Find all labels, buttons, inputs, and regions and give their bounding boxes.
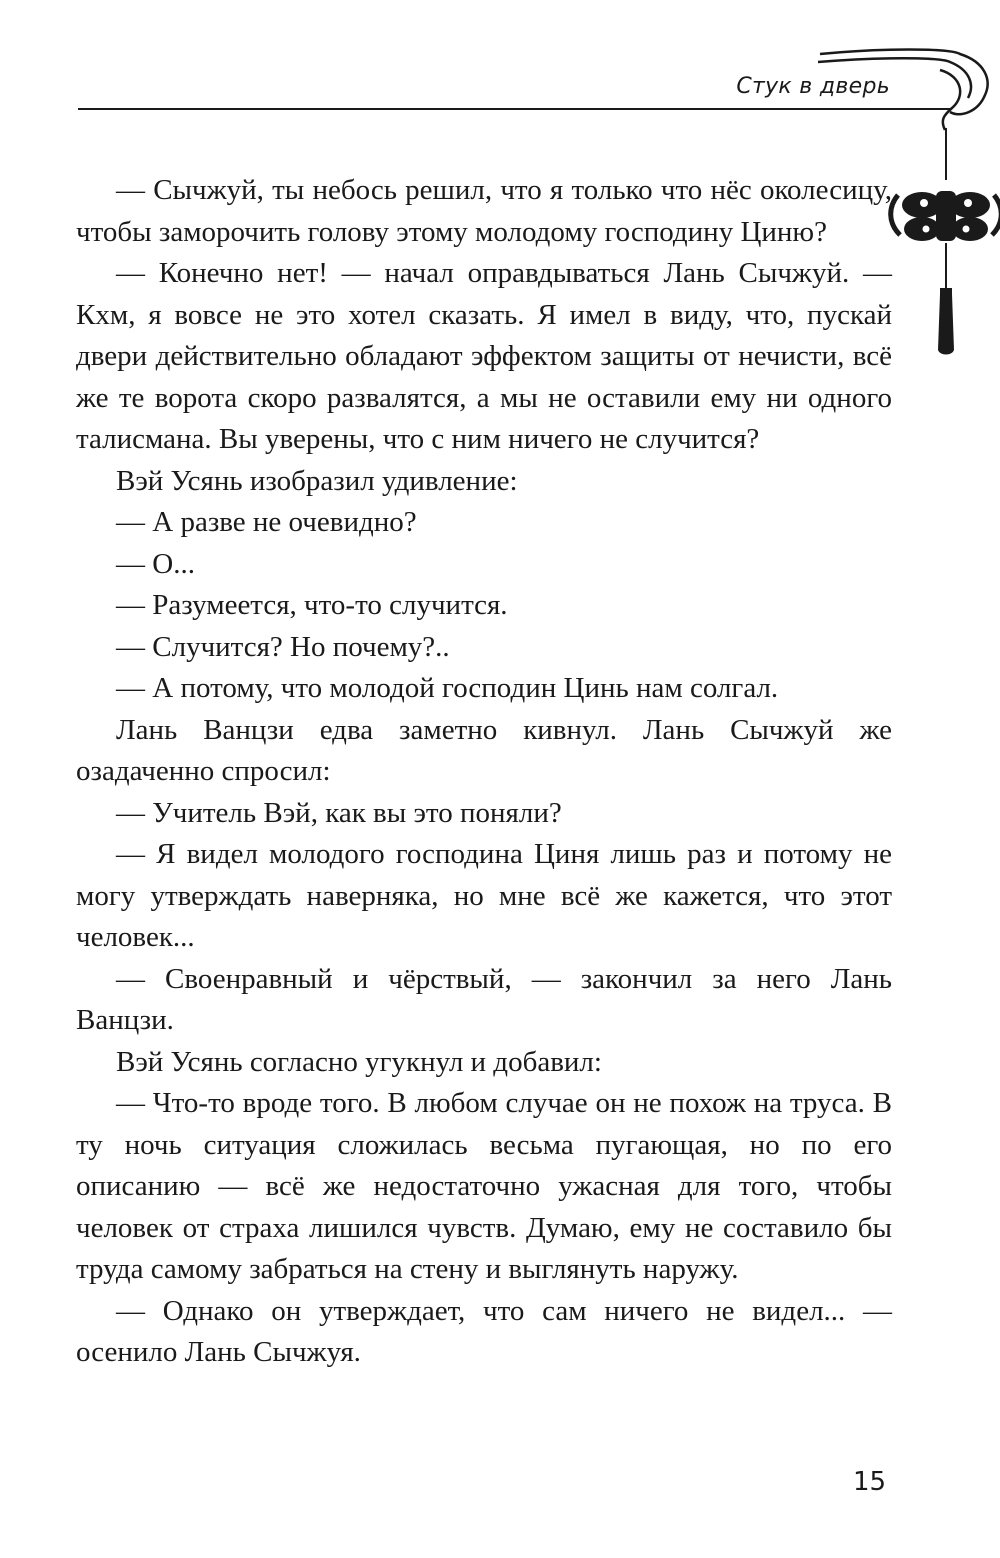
paragraph: Вэй Усянь изобразил удивление: [116, 464, 518, 497]
paragraph: — Конечно нет! — начал оправдываться Лань Сычжуй. — Кхм, я вовсе не это хотел сказать. Я имел в виду, что, пускай двери действительно обладают эффектом защиты от нечисти, всё же те ворота скоро развалятся, а мы не оставили ему ни одного талисмана. Вы уверены, что с ним ничего не случится? [76, 257, 892, 455]
paragraph: Вэй Усянь согласно угукнул и добавил: [116, 1045, 602, 1078]
paragraph: — Своенравный и чёрствый, — закончил за него Лань Ванцзи. [76, 962, 892, 1036]
paragraph: — Я видел молодого господина Циня лишь раз и потому не могу утверждать наверняка, но мне всё же кажется, что этот человек... [76, 838, 892, 953]
paragraph: — А потому, что молодой господин Цинь нам солгал. [116, 672, 779, 704]
paragraph: — О... [116, 547, 195, 580]
paragraph: — Разумеется, что-то случится. [116, 589, 508, 621]
paragraph: — Учитель Вэй, как вы это поняли? [116, 796, 562, 829]
running-head-title: Стук в дверь [736, 74, 890, 99]
paragraph: — Случится? Но почему?.. [116, 630, 450, 663]
paragraph: — Что-то вроде того. В любом случае он не похож на труса. В ту ночь ситуация сложилась весьма пугающая, но по его описанию — всё же недостаточно ужасная для того, чтобы человек от страха лишился чувств. Думаю, ему не составило бы труда самому забраться на стену и выглянуть наружу. [76, 1087, 892, 1285]
paragraph: — А разве не очевидно? [116, 506, 417, 538]
body-text [76, 170, 892, 1374]
page-number: 15 [853, 1467, 887, 1497]
paragraph: Лань Ванцзи едва заметно кивнул. Лань Сычжуй же озадаченно спросил: [76, 713, 892, 787]
paragraph: — Однако он утверждает, что сам ничего не видел... — осенило Лань Сычжуя. [76, 1294, 892, 1368]
paragraph: — Сычжуй, ты небось решил, что я только что нёс околесицу, чтобы заморочить голову этому молодому господину Циню? [76, 174, 892, 248]
